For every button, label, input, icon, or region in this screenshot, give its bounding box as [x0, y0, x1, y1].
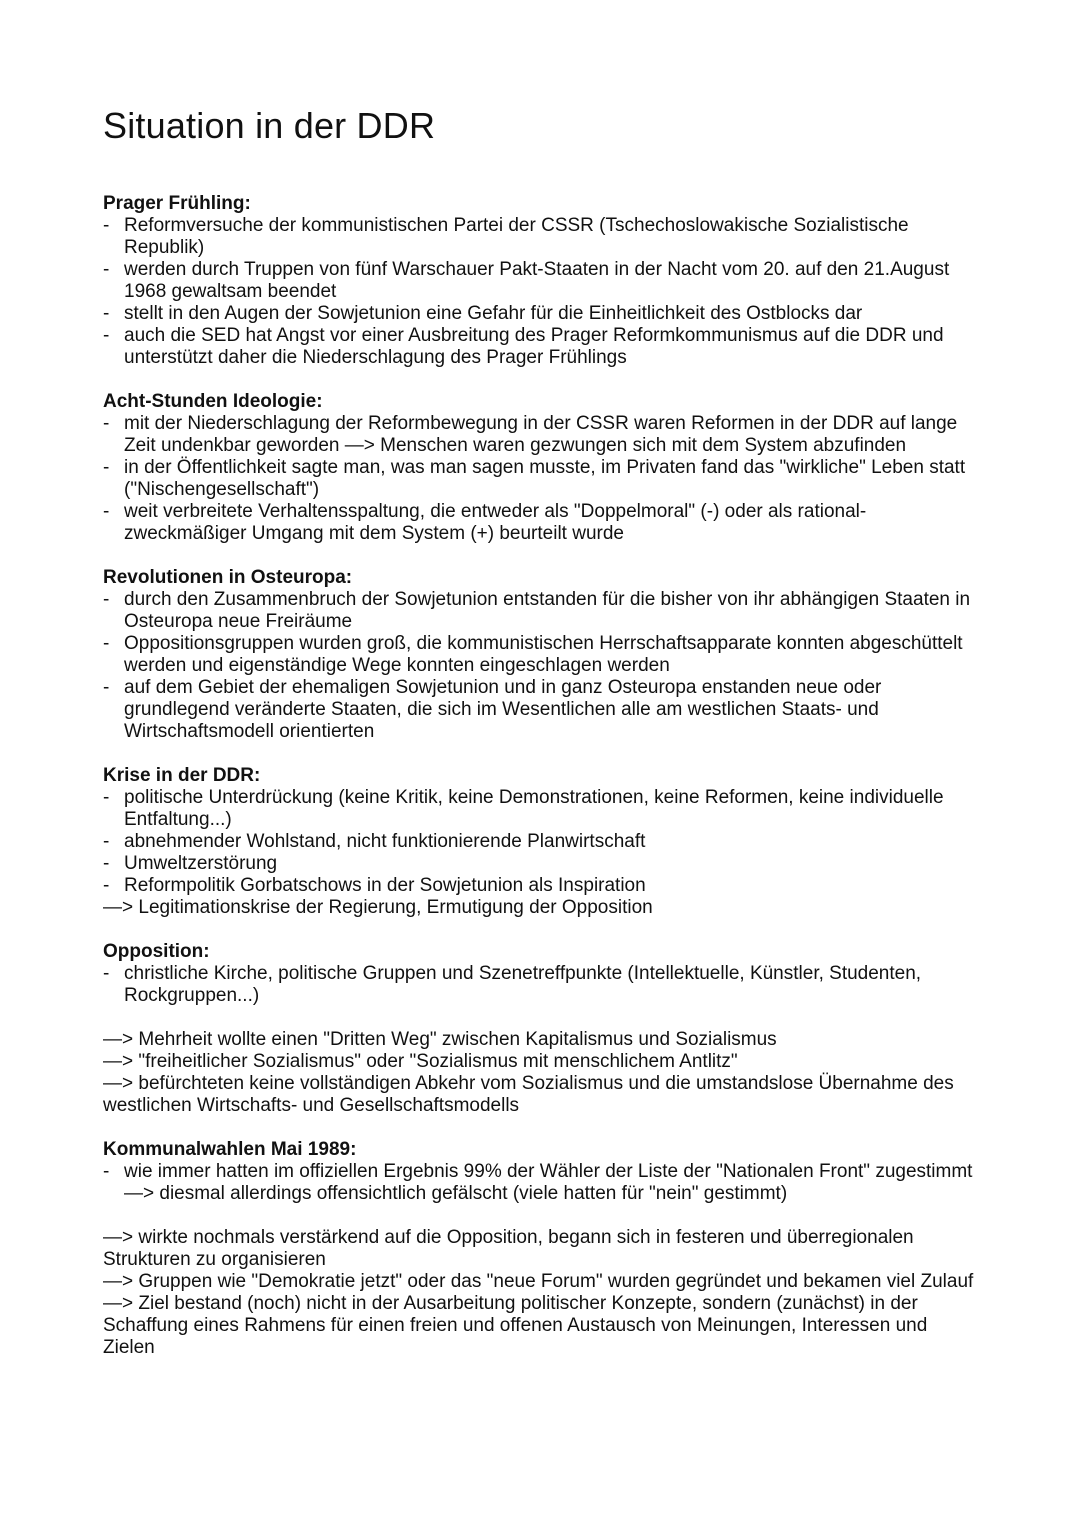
list-item: - abnehmender Wohlstand, nicht funktionierende Planwirtschaft — [103, 831, 983, 853]
section-heading: Prager Frühling: — [103, 193, 251, 214]
bullet-list — [103, 787, 983, 897]
conclusion-line: —> Gruppen wie "Demokratie jetzt" oder das "neue Forum" wurden gegründet und bekamen viel Zulauf — [103, 1271, 974, 1292]
bullet-list — [103, 413, 983, 545]
bullet-list — [103, 215, 983, 369]
list-item: - weit verbreitete Verhaltensspaltung, die entweder als "Doppelmoral" (-) oder als rational-zweckmäßiger Umgang mit dem System (+) beurteilt wurde — [103, 501, 983, 545]
section-acht-stunden-ideologie — [103, 391, 983, 545]
list-item: - mit der Niederschlagung der Reformbewegung in der CSSR waren Reformen in der DDR auf lange Zeit undenkbar geworden —> Menschen waren gezwungen sich mit dem System abzufinden — [103, 413, 983, 457]
list-item: - stellt in den Augen der Sowjetunion eine Gefahr für die Einheitlichkeit des Ostblocks dar — [103, 303, 983, 325]
document-page — [103, 104, 983, 1359]
section-heading: Revolutionen in Osteuropa: — [103, 567, 353, 588]
section-kommunalwahlen — [103, 1139, 983, 1359]
list-item: - Umweltzerstörung — [103, 853, 983, 875]
list-item: - christliche Kirche, politische Gruppen und Szenetreffpunkte (Intellektuelle, Künstler, Studenten, Rockgruppen...) — [103, 963, 983, 1007]
section-heading: Kommunalwahlen Mai 1989: — [103, 1139, 357, 1160]
list-item: - Oppositionsgruppen wurden groß, die kommunistischen Herrschaftsapparate konnten abgeschüttelt werden und eigenständige Wege konnten eingeschlagen werden — [103, 633, 983, 677]
bullet-list — [103, 963, 983, 1007]
conclusion-line: —> "freiheitlicher Sozialismus" oder "Sozialismus mit menschlichem Antlitz" — [103, 1051, 738, 1072]
conclusion-line: —> befürchteten keine vollständigen Abkehr vom Sozialismus und die umstandslose Übernahme des westlichen Wirtschafts- und Gesellschaftsmodells — [103, 1073, 954, 1116]
conclusion-line: —> wirkte nochmals verstärkend auf die Opposition, begann sich in festeren und überregionalen Strukturen zu organisieren — [103, 1227, 914, 1270]
list-item: - werden durch Truppen von fünf Warschauer Pakt-Staaten in der Nacht vom 20. auf den 21.August 1968 gewaltsam beendet — [103, 259, 983, 303]
list-item: - durch den Zusammenbruch der Sowjetunion entstanden für die bisher von ihr abhängigen Staaten in Osteuropa neue Freiräume — [103, 589, 983, 633]
bullet-list — [103, 589, 983, 743]
section-heading: Krise in der DDR: — [103, 765, 261, 786]
list-item: - auch die SED hat Angst vor einer Ausbreitung des Prager Reformkommunismus auf die DDR und unterstützt daher die Niederschlagung des Prager Frühlings — [103, 325, 983, 369]
section-prager-fruehling — [103, 193, 983, 369]
list-item: - in der Öffentlichkeit sagte man, was man sagen musste, im Privaten fand das "wirkliche" Leben statt ("Nischengesellschaft") — [103, 457, 983, 501]
list-item: - Reformversuche der kommunistischen Partei der CSSR (Tschechoslowakische Sozialistische Republik) — [103, 215, 983, 259]
list-item: - wie immer hatten im offiziellen Ergebnis 99% der Wähler der Liste der "Nationalen Front" zugestimmt —> diesmal allerdings offensichtlich gefälscht (viele hatten für "nein" gestimmt) — [103, 1161, 983, 1205]
section-heading: Opposition: — [103, 941, 210, 962]
conclusion-line: —> Ziel bestand (noch) nicht in der Ausarbeitung politischer Konzepte, sondern (zunächst) in der Schaffung eines Rahmens für einen freien und offenen Austausch von Meinungen, Interessen und Zielen — [103, 1293, 928, 1358]
list-item: - politische Unterdrückung (keine Kritik, keine Demonstrationen, keine Reformen, keine individuelle Entfaltung...) — [103, 787, 983, 831]
bullet-list — [103, 1161, 983, 1205]
page-title: Situation in der DDR — [103, 105, 436, 146]
section-revolutionen-osteuropa — [103, 567, 983, 743]
conclusion-line: —> Legitimationskrise der Regierung, Ermutigung der Opposition — [103, 897, 653, 918]
section-opposition — [103, 941, 983, 1117]
section-krise-ddr — [103, 765, 983, 919]
conclusion-line: —> Mehrheit wollte einen "Dritten Weg" zwischen Kapitalismus und Sozialismus — [103, 1029, 777, 1050]
section-heading: Acht-Stunden Ideologie: — [103, 391, 323, 412]
list-item: - Reformpolitik Gorbatschows in der Sowjetunion als Inspiration — [103, 875, 983, 897]
list-item: - auf dem Gebiet der ehemaligen Sowjetunion und in ganz Osteuropa enstanden neue oder grundlegend veränderte Staaten, die sich im Wesentlichen alle am westlichen Staats- und Wirtschaftsmodell orientierten — [103, 677, 983, 743]
